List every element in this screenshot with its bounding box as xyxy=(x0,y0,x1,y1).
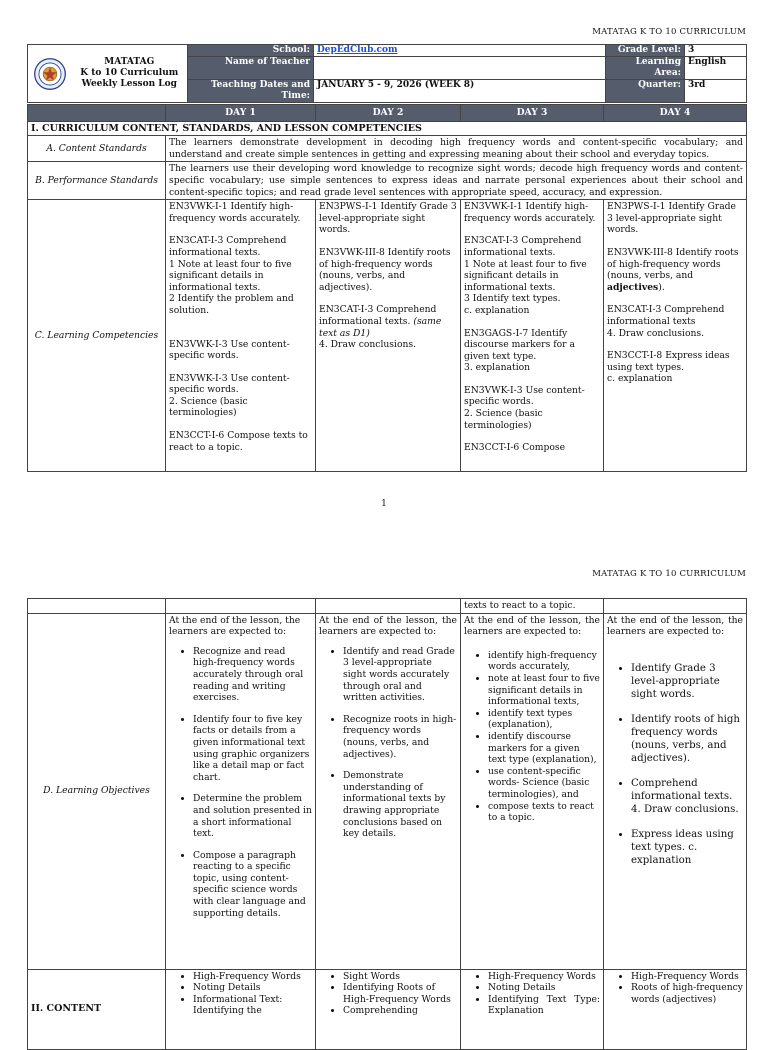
objective-item: • note at least four to five significant details in informational texts, xyxy=(488,673,600,708)
content-item: • Roots of high-frequency words (adjectives) xyxy=(631,982,743,1005)
competency-item: EN3PWS-I-1 Identify Grade 3 level-appropriate sight words. xyxy=(319,201,457,236)
competency-item: EN3CCT-I-8 Express ideas using text types. c. explanation xyxy=(607,350,730,385)
same-text-note: (same text as D1) xyxy=(319,315,442,339)
content-item: • High-Frequency Words xyxy=(488,971,600,983)
school-value xyxy=(314,45,606,57)
competency-item: EN3CCT-I-6 Compose texts to react to a topic. xyxy=(169,430,308,453)
competency-item: EN3VWK-I-1 Identify high-frequency words accurately. xyxy=(464,201,596,224)
continuation-label xyxy=(28,599,166,614)
deped-seal-logo xyxy=(28,45,72,103)
content-list xyxy=(319,971,457,1017)
objective-item: • use content-specific words- Science (basic terminologies), and xyxy=(488,766,600,801)
content-standards-text: The learners demonstrate development in decoding high frequency words and content-specific vocabulary; and understand and create simple sentences in getting and expressing meaning about their school and everyday topics. xyxy=(166,136,747,162)
objective-item: • identify high-frequency words accurately, xyxy=(488,650,600,673)
title-line-1: MATATAG xyxy=(104,57,155,67)
performance-standards-label: B. Performance Standards xyxy=(28,162,166,200)
objective-item: • Compose a paragraph reacting to a specific topic, using content-specific science words with clear language and supporting details. xyxy=(193,850,312,920)
running-head: MATATAG K TO 10 CURRICULUM xyxy=(592,27,746,37)
competency-text: EN3VWK-III-8 Identify roots of high-frequency words (nouns, verbs, and xyxy=(607,246,739,282)
competency-emphasis: adjectives xyxy=(607,281,659,293)
day-1-header: DAY 1 xyxy=(166,105,316,122)
grade-level-label: Grade Level: xyxy=(606,45,685,57)
objective-item: • Determine the problem and solution presented in a short informational text. xyxy=(193,793,312,839)
section-curriculum-heading: I. CURRICULUM CONTENT, STANDARDS, AND LESSON COMPETENCIES xyxy=(28,121,747,136)
competency-text: EN3CAT-I-3 Comprehend informational texts. xyxy=(319,304,437,327)
day-2-header: DAY 2 xyxy=(316,105,461,122)
content-day-3 xyxy=(461,969,604,1049)
objectives-day-2 xyxy=(316,613,461,969)
competency-item xyxy=(319,304,457,339)
objective-item: • Recognize and read high-frequency words accurately through oral reading and writing exercises. xyxy=(193,646,312,704)
deped-seal-icon xyxy=(33,57,67,91)
content-item: • Comprehending xyxy=(343,1005,457,1017)
objective-item: • Express ideas using text types. c. explanation xyxy=(631,828,743,867)
objective-item: • Identify four to five key facts or details from a given informational text using graphic organizers like a detail map or fact chart. xyxy=(193,714,312,784)
learning-competencies-label: C. Learning Competencies xyxy=(28,200,166,472)
teacher-value xyxy=(314,57,606,80)
objective-item: • Identify and read Grade 3 level-appropriate sight words accurately through oral and written activities. xyxy=(343,646,457,704)
continuation-day-4 xyxy=(604,599,747,614)
quarter-label: Quarter: xyxy=(606,80,685,103)
competency-item: EN3CAT-I-3 Comprehend informational texts 4. Draw conclusions. xyxy=(607,304,725,339)
learning-area-label: Learning Area: xyxy=(606,57,685,80)
objectives-list xyxy=(607,662,743,867)
content-label: II. CONTENT xyxy=(28,969,166,1049)
objective-item: • Identify roots of high frequency words (nouns, verbs, and adjectives). xyxy=(631,713,743,765)
continuation-day-1 xyxy=(166,599,316,614)
continuation-day-2 xyxy=(316,599,461,614)
objective-item: • Demonstrate understanding of informational texts by drawing appropriate conclusions based on key details. xyxy=(343,770,457,840)
teaching-dates-value: JANUARY 5 - 9, 2026 (WEEK 8) xyxy=(314,80,606,103)
objective-item: • identify text types (explanation), xyxy=(488,708,600,731)
objectives-intro: At the end of the lesson, the learners are expected to: xyxy=(319,614,457,638)
competencies-day-1 xyxy=(166,200,316,472)
grade-level-value: 3 xyxy=(685,45,747,57)
objectives-day-3 xyxy=(461,613,604,969)
learning-objectives-label: D. Learning Objectives xyxy=(28,613,166,969)
performance-standards-text: The learners use their developing word knowledge to recognize sight words; decode high frequency words and content-specific vocabulary; use simple sentences to express ideas and narrate personal experiences about their school and content-specific topics; and read grade level sentences with appropriate speed, accuracy, and expression. xyxy=(166,162,747,200)
lesson-log-table xyxy=(27,104,747,472)
objectives-list xyxy=(169,646,312,919)
objectives-list xyxy=(319,646,457,840)
competency-item: EN3CAT-I-3 Comprehend informational texts. 1 Note at least four to five significant details in informational texts. 3 Identify text types. c. explanation xyxy=(464,235,587,316)
objective-item: • Comprehend informational texts. 4. Draw conclusions. xyxy=(631,777,743,816)
day-header-row xyxy=(28,105,747,122)
competencies-day-3 xyxy=(461,200,604,472)
competency-item: EN3VWK-III-8 Identify roots of high-frequency words (nouns, verbs, and adjectives). xyxy=(319,246,451,293)
objectives-intro: At the end of the lesson, the learners are expected to: xyxy=(464,614,600,638)
corner-cell xyxy=(28,105,166,122)
competency-item: 4. Draw conclusions. xyxy=(319,339,417,351)
objective-item: • Identify Grade 3 level-appropriate sight words. xyxy=(631,662,743,701)
competency-item: EN3GAGS-I-7 Identify discourse markers for a given text type. 3. explanation xyxy=(464,327,575,374)
competencies-day-2 xyxy=(316,200,461,472)
objective-item: • Recognize roots in high-frequency words (nouns, verbs, and adjectives). xyxy=(343,714,457,760)
quarter-value: 3rd xyxy=(685,80,747,103)
content-day-2 xyxy=(316,969,461,1049)
continuation-row xyxy=(28,599,747,614)
content-item: • Informational Text: Identifying the xyxy=(193,994,312,1017)
school-link[interactable]: DepEdClub.com xyxy=(317,45,398,55)
content-item: • Noting Details xyxy=(488,982,600,994)
competency-item: EN3VWK-I-1 Identify high-frequency words accurately. xyxy=(169,201,301,224)
lesson-log-table-continued xyxy=(27,598,747,1050)
competency-item: EN3VWK-I-3 Use content-specific words. xyxy=(169,338,290,362)
lesson-log-header xyxy=(27,44,747,103)
objectives-day-4 xyxy=(604,613,747,969)
content-list xyxy=(607,971,743,1006)
content-item: • High-Frequency Words xyxy=(193,971,312,983)
teacher-label: Name of Teacher xyxy=(188,57,314,80)
content-standards-label: A. Content Standards xyxy=(28,136,166,162)
competency-item: EN3CCT-I-6 Compose xyxy=(464,442,566,454)
competencies-day-4 xyxy=(604,200,747,472)
objective-item: • compose texts to react to a topic. xyxy=(488,801,600,824)
objective-item: • identify discourse markers for a given text type (explanation), xyxy=(488,731,600,766)
content-item: • Identifying Roots of High-Frequency Words xyxy=(343,982,457,1005)
content-item: • Identifying Text Type: Explanation xyxy=(488,994,600,1017)
school-label: School: xyxy=(188,45,314,57)
page-two xyxy=(0,560,768,1024)
teaching-dates-label: Teaching Dates and Time: xyxy=(188,80,314,103)
page-number: 1 xyxy=(381,499,387,509)
learning-area-value: English xyxy=(685,57,747,80)
competency-item: EN3VWK-I-3 Use content-specific words. 2. Science (basic terminologies) xyxy=(169,372,290,419)
running-head: MATATAG K TO 10 CURRICULUM xyxy=(592,569,746,579)
day-4-header: DAY 4 xyxy=(604,105,747,122)
competency-item: EN3VWK-III-8 Identify roots of high-frequency words (nouns, verbs, and adjectives). xyxy=(607,246,739,293)
competency-item: EN3VWK-I-3 Use content-specific words. 2. Science (basic terminologies) xyxy=(464,384,585,431)
content-day-4 xyxy=(604,969,747,1049)
objectives-intro: At the end of the lesson, the learners are expected to: xyxy=(169,614,301,638)
objectives-intro: At the end of the lesson, the learners are expected to: xyxy=(607,614,743,638)
log-title xyxy=(72,45,188,103)
objectives-list xyxy=(464,650,600,824)
content-item: • Noting Details xyxy=(193,982,312,994)
content-list xyxy=(169,971,312,1017)
day-3-header: DAY 3 xyxy=(461,105,604,122)
competency-item: EN3CAT-I-3 Comprehend informational texts. 1 Note at least four to five significant details in informational texts. 2 Identify the problem and solution. xyxy=(169,235,294,316)
objectives-day-1 xyxy=(166,613,316,969)
content-list xyxy=(464,971,600,1017)
content-item: • Sight Words xyxy=(343,971,457,983)
content-day-1 xyxy=(166,969,316,1049)
title-line-2: K to 10 Curriculum xyxy=(80,68,179,78)
title-line-3: Weekly Lesson Log xyxy=(81,79,177,89)
content-item: • High-Frequency Words xyxy=(631,971,743,983)
competency-item: EN3PWS-I-1 Identify Grade 3 level-appropriate sight words. xyxy=(607,201,736,236)
continuation-day-3: texts to react to a topic. xyxy=(461,599,604,614)
